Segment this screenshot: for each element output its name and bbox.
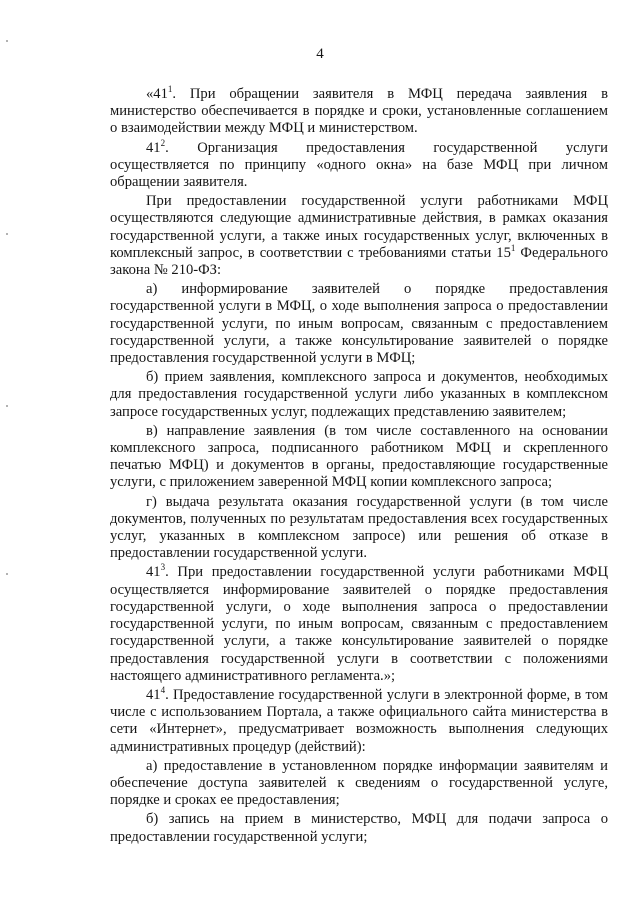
list-item-g [110, 494, 608, 563]
scan-speck [6, 405, 8, 407]
list-item-b-electronic [110, 811, 608, 845]
page-number: 4 [316, 46, 324, 62]
paragraph-lead: При предоставлении государственной услуги работниками МФЦ осуществляются следующие административные действия, в рамках оказания государственной услуги, а также иных государственных услуг, включенных в комплексный запрос, в соответствии с требованиями статьи 15 [110, 193, 608, 261]
paragraph-41-1 [110, 86, 608, 138]
superscript: 3 [160, 562, 166, 573]
paragraph-41-2 [110, 137, 608, 192]
paragraph-text: . При обращении заявителя в МФЦ передача заявления в министерство обеспечивается в порядке и сроки, установленные соглашением о взаимодействии между МФЦ и министерством. [110, 86, 608, 137]
paragraph-41-4 [110, 684, 608, 756]
superscript: 2 [160, 137, 166, 148]
superscript: 4 [160, 684, 166, 695]
scan-speck [6, 233, 8, 235]
paragraph-lead: 41 [146, 686, 161, 703]
paragraph-text: . При предоставлении государственной услуги работниками МФЦ осуществляется информирование заявителей о порядке предоставления государственной услуги, о ходе выполнения запроса о предоставлении государственной услуги, по иным вопросам, связанным с предоставлением государственной услуги, а также консультирование заявителей о порядке предоставления государственной услуги в соответствии с положениями настоящего административного регламента.»; [110, 564, 608, 684]
scan-speck [6, 40, 8, 42]
paragraph-text: б) прием заявления, комплексного запроса и документов, необходимых для предоставления государственной услуги либо указанных в комплексном запросе государственных услуг, подлежащих представлению заявителем; [110, 369, 608, 420]
list-item-v [110, 423, 608, 492]
paragraph-lead: 41 [146, 139, 161, 156]
superscript: 1 [510, 242, 516, 253]
paragraph-lead: 41 [146, 564, 161, 581]
paragraph-text: а) информирование заявителей о порядке предоставления государственной услуги в МФЦ, о ходе выполнения запроса о предоставлении государственной услуги, по иным вопросам, связанным с предоставлением государственной услуги, а также консультирование заявителей о порядке предоставления государственной услуги в МФЦ; [110, 281, 608, 367]
paragraph-text: г) выдача результата оказания государственной услуги (в том числе документов, полученных по результатам предоставления всех государственных услуг, указанных в комплексном запросе) или решения об отказе в предоставлении государственной услуги. [110, 493, 608, 562]
paragraph-text: а) предоставление в установленном порядке информации заявителям и обеспечение доступа заявителей к сведениям о государственной услуге, порядке и сроках ее предоставления; [110, 757, 608, 809]
paragraph-text: . Организация предоставления государственной услуги осуществляется по принципу «одного окна» на базе МФЦ при личном обращении заявителя. [110, 139, 608, 191]
paragraph-lead: «41 [146, 86, 168, 102]
paragraph-text: б) запись на прием в министерство, МФЦ для подачи запроса о предоставлении государственной услуги; [110, 811, 608, 845]
paragraph-text: . Предоставление государственной услуги в электронной форме, в том числе с использованием Портала, а также официального сайта министерства в сети «Интернет», предусматривает возможность выполнения следующих административных процедур (действий): [110, 686, 608, 755]
document-body [110, 86, 608, 848]
scan-speck [6, 573, 8, 575]
paragraph-text: в) направление заявления (в том числе составленного на основании комплексного запроса, подписанного работником МФЦ и скрепленного печатью МФЦ) и документов в органы, предоставляющие государственные услуги, с приложением заверенной МФЦ копии комплексного запроса; [110, 422, 608, 491]
list-item-a [110, 281, 608, 367]
paragraph-mfc-actions [110, 193, 608, 279]
superscript: 1 [167, 84, 173, 94]
list-item-b [110, 369, 608, 421]
paragraph-text: Федерального закона № 210-ФЗ: [110, 244, 608, 279]
paragraph-41-3 [110, 564, 608, 684]
list-item-a-electronic [110, 758, 608, 810]
